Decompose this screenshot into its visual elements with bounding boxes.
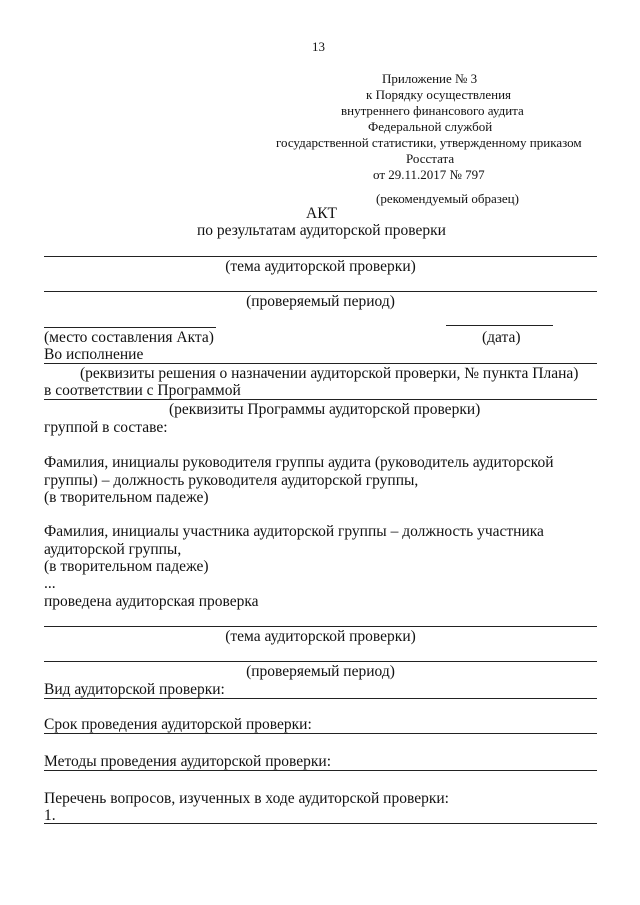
audit-duration-label: Срок проведения аудиторской проверки: xyxy=(44,716,312,733)
leader-line-2: группы) – должность руководителя аудиторской группы, xyxy=(44,472,419,489)
questions-header: Перечень вопросов, изученных в ходе аудиторской проверки: xyxy=(44,790,449,807)
program-blank-line xyxy=(44,399,597,400)
appendix-line-1: Приложение № 3 xyxy=(382,71,478,86)
question-item-1-blank-line xyxy=(44,823,597,824)
question-item-1: 1. xyxy=(44,807,56,824)
topic-caption-2: (тема аудиторской проверки) xyxy=(225,628,416,645)
decision-caption: (реквизиты решения о назначении аудиторской проверки, № пункта Плана) xyxy=(80,365,579,382)
period-caption-1: (проверяемый период) xyxy=(246,293,395,310)
program-caption: (реквизиты Программы аудиторской проверки) xyxy=(169,401,481,418)
audit-type-blank-line xyxy=(44,698,597,699)
recommended-sample-note: (рекомендуемый образец) xyxy=(376,191,519,206)
period-caption-2: (проверяемый период) xyxy=(246,663,395,680)
audit-methods-label: Методы проведения аудиторской проверки: xyxy=(44,753,332,770)
appendix-line-4: Федеральной службой xyxy=(368,119,493,134)
date-blank-line xyxy=(446,325,553,326)
appendix-line-6: Росстата xyxy=(406,151,455,166)
place-blank-line xyxy=(44,327,216,328)
place-caption: (место составления Акта) xyxy=(44,329,214,346)
member-line-2: аудиторской группы, xyxy=(44,541,182,558)
member-ellipsis: ... xyxy=(44,575,56,592)
period-blank-line-1 xyxy=(44,291,597,292)
decision-blank-line xyxy=(44,363,597,364)
appendix-line-3: внутреннего финансового аудита xyxy=(341,103,524,118)
audit-type-label: Вид аудиторской проверки: xyxy=(44,681,225,698)
period-blank-line-2 xyxy=(44,661,597,662)
audit-duration-blank-line xyxy=(44,733,597,734)
audit-methods-blank-line xyxy=(44,770,597,771)
topic-blank-line-2 xyxy=(44,626,597,627)
program-label: в соответствии с Программой xyxy=(44,382,241,399)
appendix-line-5: государственной статистики, утвержденному приказом xyxy=(276,135,582,150)
topic-caption-1: (тема аудиторской проверки) xyxy=(225,258,416,275)
member-line-3: (в творительном падеже) xyxy=(44,558,209,575)
appendix-line-2: к Порядку осуществления xyxy=(366,87,512,102)
page-number: 13 xyxy=(312,39,325,54)
document-subtitle: по результатам аудиторской проверки xyxy=(197,222,446,239)
leader-line-3: (в творительном падеже) xyxy=(44,489,209,506)
topic-blank-line-1 xyxy=(44,256,597,257)
conducted-label: проведена аудиторская проверка xyxy=(44,593,259,610)
group-label: группой в составе: xyxy=(44,419,168,436)
execution-label: Во исполнение xyxy=(44,346,144,363)
appendix-line-7: от 29.11.2017 № 797 xyxy=(373,167,485,182)
member-line-1: Фамилия, инициалы участника аудиторской группы – должность участника xyxy=(44,523,544,540)
leader-line-1: Фамилия, инициалы руководителя группы аудита (руководитель аудиторской xyxy=(44,454,554,471)
document-title: АКТ xyxy=(306,205,337,222)
date-caption: (дата) xyxy=(482,329,521,346)
